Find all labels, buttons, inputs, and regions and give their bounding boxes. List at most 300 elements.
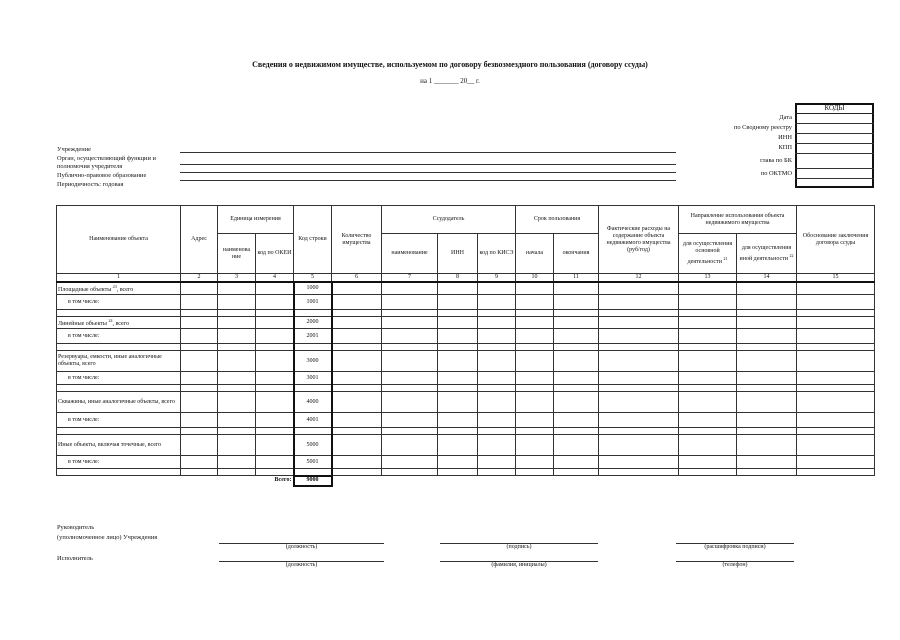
data-cell[interactable] <box>478 392 516 413</box>
col-unit-name: наименова ние <box>218 234 256 274</box>
column-number: 7 <box>382 274 438 283</box>
data-cell[interactable] <box>554 317 599 329</box>
data-cell[interactable] <box>737 282 797 295</box>
data-cell[interactable] <box>737 351 797 372</box>
executor-label: Исполнитель <box>57 555 93 562</box>
data-cell[interactable] <box>332 344 382 351</box>
data-cell[interactable] <box>294 344 332 351</box>
data-cell[interactable] <box>737 456 797 469</box>
data-cell[interactable] <box>181 317 218 329</box>
spacer-row <box>57 428 875 435</box>
data-cell[interactable] <box>599 385 679 392</box>
data-cell[interactable] <box>737 385 797 392</box>
data-cell[interactable] <box>478 413 516 428</box>
data-cell[interactable] <box>679 310 737 317</box>
data-cell[interactable] <box>516 372 554 385</box>
row-code-cell: 2000 <box>294 317 332 329</box>
table-row <box>57 456 875 469</box>
column-number: 2 <box>181 274 218 283</box>
table-row <box>57 282 875 295</box>
data-cell[interactable] <box>294 310 332 317</box>
column-number: 14 <box>737 274 797 283</box>
data-cell[interactable] <box>57 344 181 351</box>
data-cell[interactable] <box>382 344 438 351</box>
public-entity-field[interactable] <box>180 172 676 173</box>
table-row <box>57 435 875 456</box>
codes-header: КОДЫ <box>795 103 874 114</box>
data-cell[interactable] <box>382 282 438 295</box>
data-cell[interactable] <box>737 317 797 329</box>
data-cell[interactable] <box>294 428 332 435</box>
form-title: Сведения о недвижимом имуществе, используемом по договору безвозмездного пользования (договору ссуды) <box>252 60 648 69</box>
data-cell[interactable] <box>332 435 382 456</box>
data-cell[interactable] <box>332 428 382 435</box>
object-name-cell <box>57 413 181 428</box>
blank-cell <box>478 476 516 486</box>
data-cell[interactable] <box>181 413 218 428</box>
data-cell[interactable] <box>382 456 438 469</box>
data-cell[interactable] <box>181 385 218 392</box>
data-cell[interactable] <box>181 428 218 435</box>
data-cell[interactable] <box>797 282 875 295</box>
data-cell[interactable] <box>679 372 737 385</box>
data-cell[interactable] <box>438 310 478 317</box>
spacer-row <box>57 385 875 392</box>
data-cell[interactable] <box>599 351 679 372</box>
object-name-cell <box>57 295 181 310</box>
data-cell[interactable] <box>516 392 554 413</box>
data-cell[interactable] <box>554 392 599 413</box>
data-cell[interactable] <box>218 385 256 392</box>
col-direction-other-text: для осуществления иной деятельности <box>739 244 792 262</box>
data-cell[interactable] <box>181 329 218 344</box>
data-cell[interactable] <box>737 310 797 317</box>
data-cell[interactable] <box>478 435 516 456</box>
data-cell[interactable] <box>797 372 875 385</box>
data-cell[interactable] <box>478 317 516 329</box>
data-cell[interactable] <box>181 310 218 317</box>
head-label-cont: (уполномоченное лицо) Учреждения <box>57 534 158 541</box>
footnote-ref: 24 <box>108 318 113 323</box>
data-cell[interactable] <box>599 310 679 317</box>
codes-box <box>795 103 874 188</box>
data-cell[interactable] <box>256 295 294 310</box>
data-cell[interactable] <box>737 428 797 435</box>
table-row <box>57 392 875 413</box>
data-cell[interactable] <box>218 435 256 456</box>
data-cell[interactable] <box>516 282 554 295</box>
data-cell[interactable] <box>554 282 599 295</box>
data-cell[interactable] <box>438 435 478 456</box>
data-cell[interactable] <box>218 344 256 351</box>
data-cell[interactable] <box>554 435 599 456</box>
data-cell[interactable] <box>554 295 599 310</box>
row-code-cell: 5001 <box>294 456 332 469</box>
data-cell[interactable] <box>382 469 438 476</box>
data-cell[interactable] <box>256 392 294 413</box>
data-cell[interactable] <box>181 295 218 310</box>
col-term-end: окончания <box>554 234 599 274</box>
data-cell[interactable] <box>599 435 679 456</box>
data-cell[interactable] <box>332 413 382 428</box>
data-cell[interactable] <box>256 344 294 351</box>
data-cell[interactable] <box>382 329 438 344</box>
data-cell[interactable] <box>332 392 382 413</box>
data-cell[interactable] <box>382 310 438 317</box>
blank-cell <box>332 476 382 486</box>
data-cell[interactable] <box>554 428 599 435</box>
authority-field[interactable] <box>180 164 676 165</box>
data-cell[interactable] <box>737 372 797 385</box>
institution-label: Учреждение <box>57 146 91 153</box>
total-row <box>57 476 875 486</box>
data-cell[interactable] <box>599 317 679 329</box>
data-cell[interactable] <box>332 385 382 392</box>
authority-label-cont: полномочия учредителя <box>57 163 123 170</box>
blank-cell <box>554 476 599 486</box>
data-cell[interactable] <box>478 428 516 435</box>
data-cell[interactable] <box>256 456 294 469</box>
data-cell[interactable] <box>256 310 294 317</box>
data-cell[interactable] <box>516 385 554 392</box>
data-cell[interactable] <box>679 413 737 428</box>
table-row <box>57 372 875 385</box>
data-cell[interactable] <box>438 392 478 413</box>
data-cell[interactable] <box>181 469 218 476</box>
column-number: 1 <box>57 274 181 283</box>
data-cell[interactable] <box>797 392 875 413</box>
object-name-cell <box>57 351 181 372</box>
codes-divider <box>795 143 874 144</box>
data-cell[interactable] <box>478 372 516 385</box>
code-label-date: Дата <box>779 114 792 121</box>
data-cell[interactable] <box>516 469 554 476</box>
data-cell[interactable] <box>332 295 382 310</box>
data-cell[interactable] <box>554 351 599 372</box>
data-cell[interactable] <box>218 428 256 435</box>
public-entity-field-line <box>180 180 676 181</box>
data-cell[interactable] <box>679 385 737 392</box>
data-cell[interactable] <box>57 469 181 476</box>
data-cell[interactable] <box>516 435 554 456</box>
row-code-cell: 5000 <box>294 435 332 456</box>
col-unit: Единица измерения <box>218 206 294 234</box>
data-cell[interactable] <box>181 344 218 351</box>
head-label: Руководитель <box>57 524 95 531</box>
data-cell[interactable] <box>57 428 181 435</box>
data-cell[interactable] <box>382 392 438 413</box>
data-cell[interactable] <box>332 469 382 476</box>
object-name-text: в том числе: <box>68 374 100 381</box>
object-name-text: в том числе: <box>68 298 100 305</box>
data-cell[interactable] <box>478 282 516 295</box>
data-cell[interactable] <box>737 392 797 413</box>
data-cell[interactable] <box>478 344 516 351</box>
column-number: 12 <box>599 274 679 283</box>
data-cell[interactable] <box>516 456 554 469</box>
data-cell[interactable] <box>797 295 875 310</box>
data-cell[interactable] <box>382 372 438 385</box>
blank-cell <box>679 476 737 486</box>
data-cell[interactable] <box>599 413 679 428</box>
data-cell[interactable] <box>737 295 797 310</box>
column-number: 6 <box>332 274 382 283</box>
data-cell[interactable] <box>516 329 554 344</box>
blank-cell <box>438 476 478 486</box>
data-cell[interactable] <box>679 428 737 435</box>
data-cell[interactable] <box>797 317 875 329</box>
data-cell[interactable] <box>797 435 875 456</box>
data-cell[interactable] <box>382 385 438 392</box>
data-cell[interactable] <box>797 351 875 372</box>
data-cell[interactable] <box>218 282 256 295</box>
row-code-cell: 4000 <box>294 392 332 413</box>
data-cell[interactable] <box>797 428 875 435</box>
periodicity-label: Периодичность: годовая <box>57 181 124 188</box>
object-name-text: Иные объекты, включая точечные, всего <box>58 441 162 448</box>
spacer-row <box>57 344 875 351</box>
data-cell[interactable] <box>181 435 218 456</box>
footnote-ref: 22 <box>789 252 794 258</box>
data-cell[interactable] <box>438 282 478 295</box>
data-cell[interactable] <box>256 351 294 372</box>
data-cell[interactable] <box>438 428 478 435</box>
institution-field[interactable] <box>180 152 676 153</box>
data-cell[interactable] <box>516 428 554 435</box>
data-cell[interactable] <box>554 469 599 476</box>
data-cell[interactable] <box>599 282 679 295</box>
object-name-text: Скважины, иные аналогичные объекты, всего <box>58 398 175 405</box>
public-entity-label: Публично-правовое образование <box>57 172 147 179</box>
data-cell[interactable] <box>218 329 256 344</box>
col-direction-main <box>679 234 737 274</box>
data-cell[interactable] <box>554 385 599 392</box>
data-cell[interactable] <box>478 295 516 310</box>
data-cell[interactable] <box>382 435 438 456</box>
data-cell[interactable] <box>438 329 478 344</box>
column-numbers-row <box>57 274 875 283</box>
data-cell[interactable] <box>679 392 737 413</box>
data-cell[interactable] <box>478 329 516 344</box>
data-cell[interactable] <box>332 317 382 329</box>
executor-position-caption: (должность) <box>285 562 318 568</box>
head-signature-caption: (подпись) <box>506 544 532 550</box>
data-cell[interactable] <box>797 413 875 428</box>
data-cell[interactable] <box>679 329 737 344</box>
data-cell[interactable] <box>382 351 438 372</box>
data-cell[interactable] <box>256 385 294 392</box>
code-label-inn: ИНН <box>778 134 792 141</box>
data-cell[interactable] <box>218 310 256 317</box>
data-cell[interactable] <box>57 385 181 392</box>
total-code-cell: 9000 <box>294 476 332 486</box>
data-cell[interactable] <box>181 372 218 385</box>
data-cell[interactable] <box>438 317 478 329</box>
data-cell[interactable] <box>256 317 294 329</box>
col-object-name: Наименование объекта <box>57 206 181 274</box>
column-number: 5 <box>294 274 332 283</box>
data-cell[interactable] <box>438 344 478 351</box>
property-table <box>56 205 875 487</box>
total-label: Всего: <box>274 477 292 484</box>
data-cell[interactable] <box>679 295 737 310</box>
data-cell[interactable] <box>438 413 478 428</box>
data-cell[interactable] <box>256 282 294 295</box>
column-number: 10 <box>516 274 554 283</box>
data-cell[interactable] <box>599 372 679 385</box>
object-name-cell <box>57 435 181 456</box>
blank-cell <box>516 476 554 486</box>
data-cell[interactable] <box>599 456 679 469</box>
data-cell[interactable] <box>382 413 438 428</box>
data-cell[interactable] <box>218 456 256 469</box>
col-direction: Направление использования объекта недвижимого имущества <box>679 206 797 234</box>
data-cell[interactable] <box>478 469 516 476</box>
data-cell[interactable] <box>797 329 875 344</box>
data-cell[interactable] <box>332 329 382 344</box>
data-cell[interactable] <box>679 317 737 329</box>
data-cell[interactable] <box>438 295 478 310</box>
row-code-cell: 1001 <box>294 295 332 310</box>
data-cell[interactable] <box>554 413 599 428</box>
object-name-suffix: , всего <box>116 287 134 293</box>
row-code-cell: 3001 <box>294 372 332 385</box>
data-cell[interactable] <box>294 385 332 392</box>
data-cell[interactable] <box>218 413 256 428</box>
data-cell[interactable] <box>599 344 679 351</box>
data-cell[interactable] <box>554 344 599 351</box>
table-row <box>57 413 875 428</box>
data-cell[interactable] <box>554 310 599 317</box>
data-cell[interactable] <box>256 469 294 476</box>
data-cell[interactable] <box>57 310 181 317</box>
data-cell[interactable] <box>599 428 679 435</box>
data-cell[interactable] <box>679 282 737 295</box>
data-cell[interactable] <box>478 310 516 317</box>
data-cell[interactable] <box>382 317 438 329</box>
data-cell[interactable] <box>679 435 737 456</box>
data-cell[interactable] <box>554 372 599 385</box>
executor-phone-caption: (телефон) <box>722 562 748 568</box>
object-name-suffix: , всего <box>112 321 129 327</box>
data-cell[interactable] <box>332 351 382 372</box>
data-cell[interactable] <box>332 310 382 317</box>
data-cell[interactable] <box>438 351 478 372</box>
row-code-cell: 1000 <box>294 282 332 295</box>
data-cell[interactable] <box>181 456 218 469</box>
data-cell[interactable] <box>737 469 797 476</box>
data-cell[interactable] <box>554 329 599 344</box>
data-cell[interactable] <box>332 282 382 295</box>
data-cell[interactable] <box>438 385 478 392</box>
data-cell[interactable] <box>256 372 294 385</box>
data-cell[interactable] <box>737 413 797 428</box>
data-cell[interactable] <box>218 469 256 476</box>
data-cell[interactable] <box>679 344 737 351</box>
data-cell[interactable] <box>797 310 875 317</box>
data-cell[interactable] <box>438 469 478 476</box>
col-lender-name: наименование <box>382 234 438 274</box>
data-cell[interactable] <box>294 469 332 476</box>
data-cell[interactable] <box>478 385 516 392</box>
blank-cell <box>737 476 797 486</box>
data-cell[interactable] <box>737 435 797 456</box>
data-cell[interactable] <box>478 456 516 469</box>
data-cell[interactable] <box>737 344 797 351</box>
data-cell[interactable] <box>256 428 294 435</box>
data-cell[interactable] <box>332 372 382 385</box>
data-cell[interactable] <box>737 329 797 344</box>
data-cell[interactable] <box>256 413 294 428</box>
data-cell[interactable] <box>218 317 256 329</box>
row-code-cell: 2001 <box>294 329 332 344</box>
column-number: 8 <box>438 274 478 283</box>
data-cell[interactable] <box>797 344 875 351</box>
data-cell[interactable] <box>599 329 679 344</box>
data-cell[interactable] <box>256 329 294 344</box>
data-cell[interactable] <box>516 310 554 317</box>
column-number: 11 <box>554 274 599 283</box>
data-cell[interactable] <box>599 295 679 310</box>
column-number: 3 <box>218 274 256 283</box>
object-name-cell <box>57 282 181 295</box>
data-cell[interactable] <box>218 372 256 385</box>
data-cell[interactable] <box>599 469 679 476</box>
data-cell[interactable] <box>516 413 554 428</box>
data-cell[interactable] <box>438 372 478 385</box>
data-cell[interactable] <box>516 351 554 372</box>
data-cell[interactable] <box>256 435 294 456</box>
data-cell[interactable] <box>679 351 737 372</box>
col-term-start: начала <box>516 234 554 274</box>
data-cell[interactable] <box>218 392 256 413</box>
col-actual-costs: Фактические расходы на содержание объекта недвижимого имущества (руб/год) <box>599 206 679 274</box>
spacer-row <box>57 469 875 476</box>
footnote-ref: 21 <box>723 256 728 261</box>
codes-divider <box>795 123 874 124</box>
code-label-registry: по Сводному реестру <box>733 124 792 131</box>
data-cell[interactable] <box>797 385 875 392</box>
data-cell[interactable] <box>679 456 737 469</box>
col-direction-other <box>737 234 797 274</box>
data-cell[interactable] <box>516 295 554 310</box>
code-label-kpp: КПП <box>778 144 792 151</box>
data-cell[interactable] <box>332 456 382 469</box>
data-cell[interactable] <box>218 295 256 310</box>
column-number: 9 <box>478 274 516 283</box>
data-cell[interactable] <box>478 351 516 372</box>
data-cell[interactable] <box>516 317 554 329</box>
data-cell[interactable] <box>181 282 218 295</box>
data-cell[interactable] <box>382 428 438 435</box>
data-cell[interactable] <box>797 469 875 476</box>
data-cell[interactable] <box>516 344 554 351</box>
code-label-oktmo: по ОКТМО <box>760 170 792 177</box>
data-cell[interactable] <box>554 456 599 469</box>
data-cell[interactable] <box>181 351 218 372</box>
data-cell[interactable] <box>438 456 478 469</box>
data-cell[interactable] <box>382 295 438 310</box>
data-cell[interactable] <box>797 456 875 469</box>
data-cell[interactable] <box>218 351 256 372</box>
col-building-count: Количество имущества <box>332 206 382 274</box>
data-cell[interactable] <box>679 469 737 476</box>
codes-divider <box>795 178 874 179</box>
blank-cell <box>797 476 875 486</box>
data-cell[interactable] <box>181 392 218 413</box>
object-name-text: в том числе: <box>68 332 100 339</box>
data-cell[interactable] <box>599 392 679 413</box>
